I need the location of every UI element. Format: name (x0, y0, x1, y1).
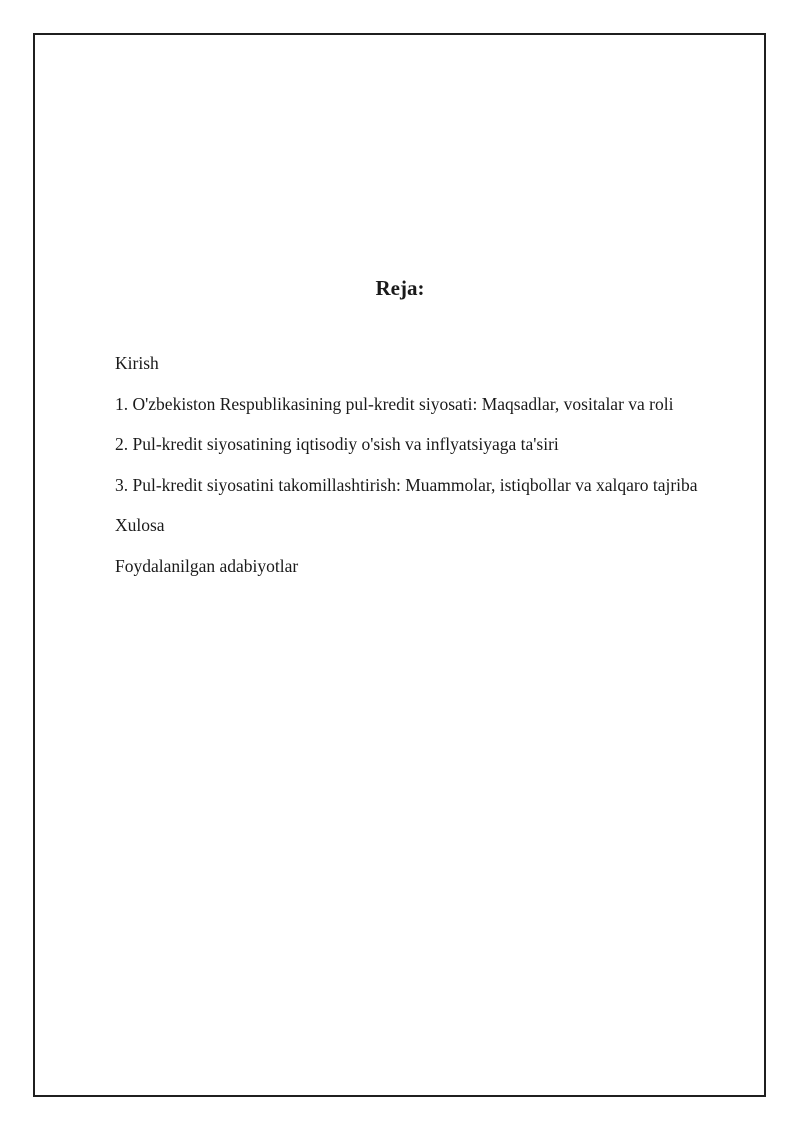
toc-item-chapter-3: 3. Pul-kredit siyosatini takomillashtirish: Muammolar, istiqbollar va xalqaro tajriba (115, 474, 698, 495)
toc-item-introduction: Kirish (115, 353, 159, 373)
toc-item-conclusion: Xulosa (115, 515, 165, 535)
toc-item-references: Foydalanilgan adabiyotlar (115, 555, 299, 576)
toc-item-chapter-2: 2. Pul-kredit siyosatining iqtisodiy o'sish va inflyatsiyaga ta'siri (115, 434, 559, 454)
toc-item-chapter-1: 1. O'zbekiston Respublikasining pul-kredit siyosati: Maqsadlar, vositalar va roli (115, 393, 674, 414)
table-of-contents (115, 351, 698, 594)
page-title: Reja: (375, 276, 425, 300)
